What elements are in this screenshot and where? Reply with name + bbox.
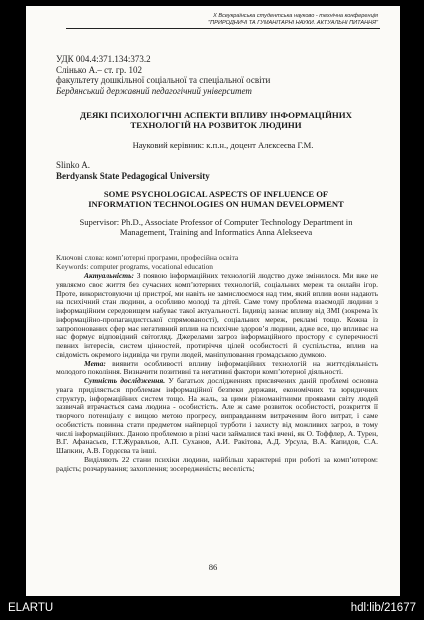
author-english (56, 160, 210, 182)
supervisor-ukrainian: Науковий керівник: к.п.н., доцент Алєксеєва Г.М. (132, 140, 314, 150)
paragraph-text: У багатьох дослідженнях присвячених даній проблемі основна увага приділяється проблемам інформаційної безпеки держави, економічних та юридичних структур, інформаційних систем тощо. На жаль, за цими різноманітними проявами світу людей зазвичай втрачається сама людина - особистість. Але ж саме розвиток особистості, розкриття її творчого потенціалу є вищою метою прогресу, виправданням витраченим його витрат, і саме особистість повинна стати предметом найперцої турботи і захисту від можливих загроз, в тому числі інформаційних. Даною проблемою в різні часи займалися такі вчені, як О. Тоффлер, А. Турен, В.Г. Афанасьєв, Г.Т.Журавльов, А.П. Суханов, А.И. Ракітова, А.Д. Урсула, В.А. Капидов, С.А. Шапкин, А.В. Гордєєва та інші. (56, 376, 378, 455)
conference-header-line1: X Всеукраїнська студентська науково - технічна конференція (213, 13, 378, 19)
document-page (26, 6, 400, 596)
sup-en-line1: Supervisor: Ph.D., Associate Professor of Computer Technology Department in (79, 217, 353, 227)
supervisor-english (56, 217, 376, 238)
conference-header-line2: "ПРИРОДНИЧІ ТА ГУМАНІТАРНІ НАУКИ. АКТУАЛЬНІ ПИТАННЯ" (208, 19, 378, 26)
paragraph-goal (56, 360, 378, 378)
page-number: 86 (208, 562, 218, 572)
title-uk-line2: ТЕХНОЛОГІЙ НА РОЗВИТОК ЛЮДИНИ (130, 120, 302, 131)
header-divider (66, 28, 380, 29)
faculty-line: факультету дошкільної соціальної та спеціальної освіти (56, 75, 271, 86)
paragraph-text: З появою інформаційних технологій людство дуже змінилося. Ми вже не уявляємо своє життя без сучасних комп’ютерних технологій, соціальних мереж та онлайн ігор. Проте, використовуючи ці пристрої, ми навіть не замислюємося над тим, який вплив вони надають на психічний стан людини, а особливо молоді та дітей. Саме тому проблема взаємодії людини з інформаційним середовищем набуває такої актуальності. Індивід зазнає впливу від ЗМІ (зокрема їх інформаційно-пропагандистської спрямованості), соціальних мереж, рекламі тощо. Кожна із запропонованих сфер має негативний вплив на психічне здоров’я людини, адже все, що впливає на нас формує відповідний світогляд. Джерелами загроз інформаційного простору є суперечності певних інтересів, систем цінностей, протиріччя цілей особистості й суспільства, вплив на свідомість окремого індивіда чи групи людей, маніпулювання громадською думкою. (56, 271, 378, 359)
paragraph-states: Виділяють 22 стани психіки людини, найбільш характерні при роботі за комп’ютером: радість; розчарування; захоплення; зосередженість; веселість; (56, 454, 378, 473)
conference-header (66, 13, 378, 26)
author-line: Слінько А.– ст. гр. 102 (56, 64, 143, 75)
article-meta (56, 54, 270, 96)
keywords (56, 253, 238, 271)
article-body (56, 272, 378, 473)
paragraph-label: Сутність дослідження. (84, 376, 166, 385)
footer-handle: hdl:lib/21677 (350, 602, 416, 614)
footer-repository-name: ELARTU (8, 602, 54, 614)
title-english (56, 189, 376, 210)
title-en-line1: SOME PSYCHOLOGICAL ASPECTS OF INFLUENCE OF (103, 189, 329, 199)
paragraph-relevance (56, 272, 378, 360)
university-line: Бердянський державний педагогічний університет (56, 85, 252, 96)
sup-en-line2: Management, Training and Informatics Anna Alekseeva (119, 227, 313, 238)
paragraph-label: Актуальність: (84, 271, 135, 280)
author-en-name: Slinko A. (56, 160, 91, 170)
udc-code: УДК 004.4:371.134:373.2 (56, 54, 151, 64)
paragraph-label: Мета: (84, 358, 106, 368)
title-uk-line1: ДЕЯКІ ПСИХОЛОГІЧНІ АСПЕКТИ ВПЛИВУ ІНФОРМАЦІЙНИХ (80, 110, 352, 120)
title-ukrainian (66, 110, 366, 131)
keywords-en: Keywords: computer programs, vocational education (56, 262, 214, 271)
keywords-uk: Ключові слова: комп’ютерні програми, професійна освіта (56, 253, 239, 262)
paragraph-essence (56, 377, 378, 456)
paragraph-text: виявити особливості впливу інформаційних технологій на життєдіяльність молодого покоління. Визначити позитивні та негативні фактори комп’ютерної діяльності. (56, 358, 378, 377)
author-en-university: Berdyansk State Pedagogical University (56, 171, 210, 181)
title-en-line2: INFORMATION TECHNOLOGIES ON HUMAN DEVELOPMENT (88, 199, 344, 210)
